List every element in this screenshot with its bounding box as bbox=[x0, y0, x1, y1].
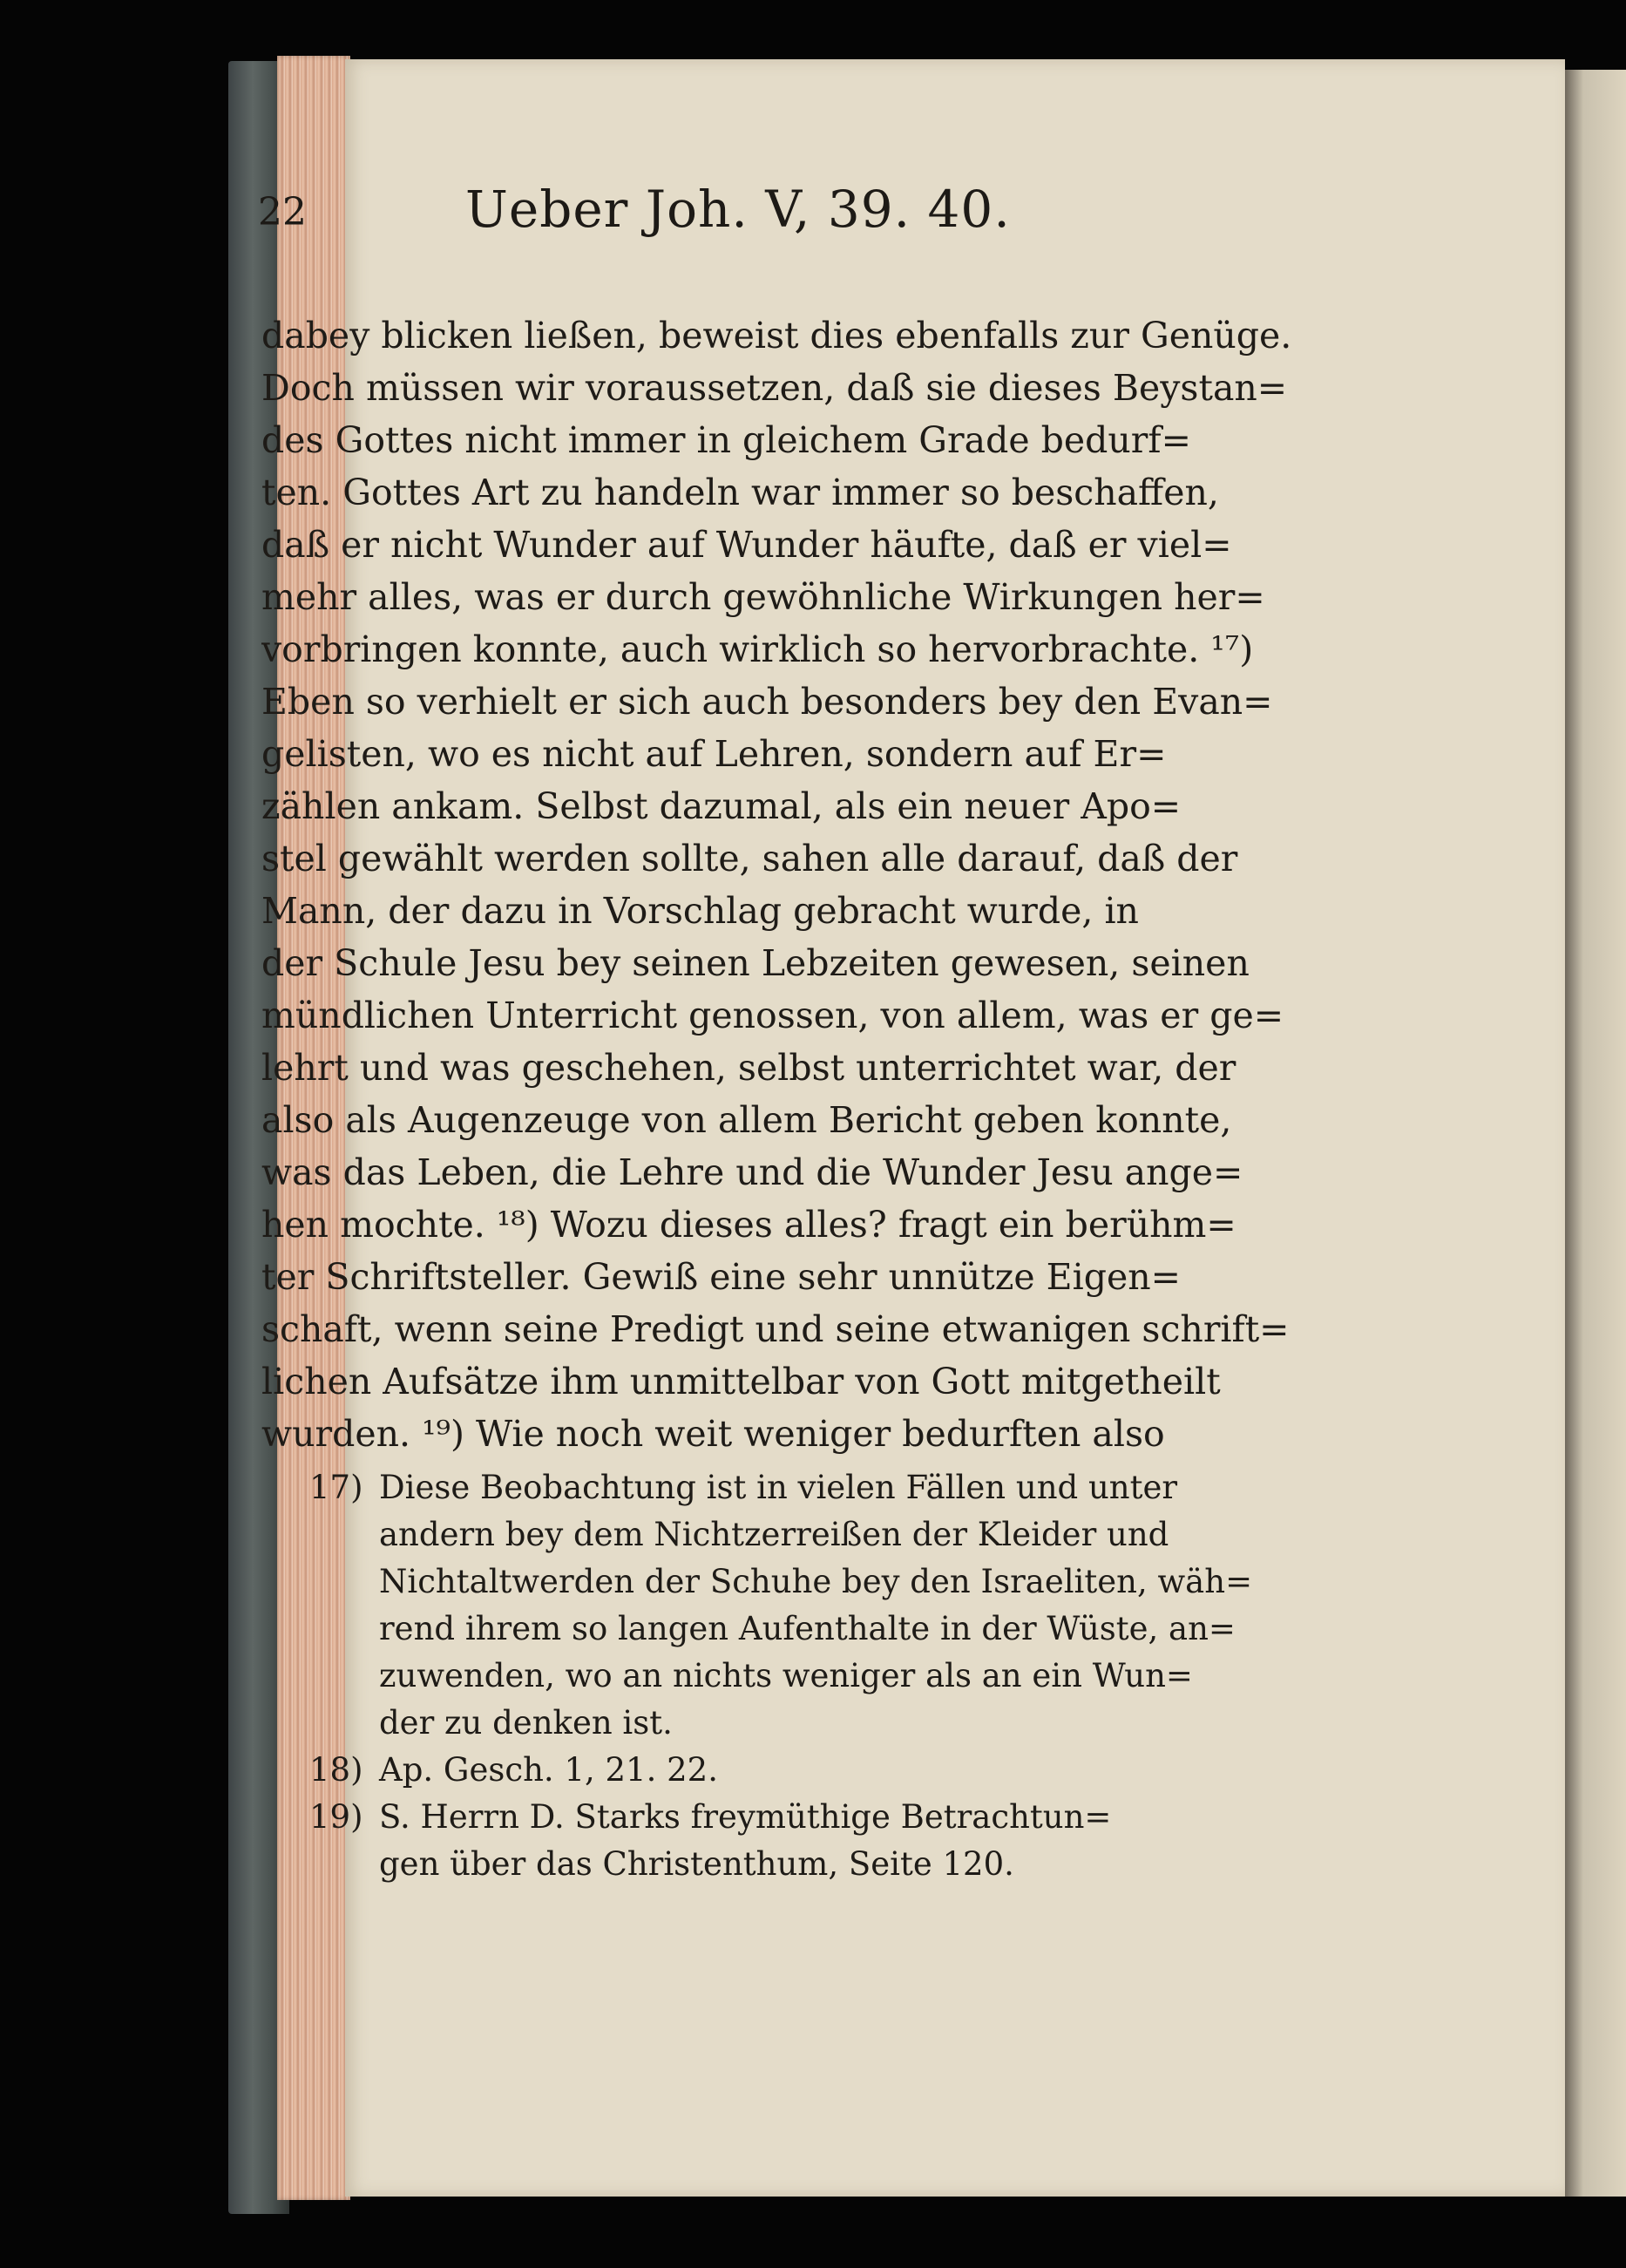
text-line: was das Leben, die Lehre und die Wunder Jesu ange= bbox=[261, 1151, 1243, 1193]
text-line: hen mochte. ¹⁸) Wozu dieses alles? fragt ein berühm= bbox=[261, 1204, 1236, 1246]
text-line: Doch müssen wir voraussetzen, daß sie dieses Beystan= bbox=[261, 367, 1288, 409]
text-line: Mann, der dazu in Vorschlag gebracht wurde, in bbox=[261, 890, 1139, 932]
text-line: der Schule Jesu bey seinen Lebzeiten gewesen, seinen bbox=[261, 942, 1250, 984]
text-line: wurden. ¹⁹) Wie noch weit weniger bedurften also bbox=[261, 1413, 1165, 1455]
text-line: dabey blicken ließen, beweist dies ebenfalls zur Genüge. bbox=[261, 315, 1292, 356]
running-title: Ueber Joh. V, 39. 40. bbox=[465, 180, 1011, 239]
page-number: 22 bbox=[258, 190, 307, 234]
footnote-17-line: andern bey dem Nichtzerreißen der Kleider und bbox=[379, 1516, 1169, 1553]
footnote-17-line: zuwenden, wo an nichts weniger als an ein Wun= bbox=[379, 1657, 1193, 1694]
footnote-number: 17) bbox=[309, 1469, 363, 1506]
main-text bbox=[261, 309, 1446, 1460]
text-line: Eben so verhielt er sich auch besonders bey den Evan= bbox=[261, 681, 1273, 723]
text-line: also als Augenzeuge von allem Bericht geben konnte, bbox=[261, 1099, 1232, 1141]
text-line: mündlichen Unterricht genossen, von allem, was er ge= bbox=[261, 995, 1284, 1036]
footnote-19-line: gen über das Christenthum, Seite 120. bbox=[379, 1845, 1014, 1883]
footnote-17-line: rend ihrem so langen Aufenthalte in der Wüste, an= bbox=[379, 1610, 1236, 1647]
footnote-17-line bbox=[309, 1464, 1460, 1511]
text-line: des Gottes nicht immer in gleichem Grade bedurf= bbox=[261, 419, 1191, 461]
footnote-18 bbox=[309, 1747, 1460, 1794]
footnotes bbox=[309, 1464, 1460, 1888]
text-line: mehr alles, was er durch gewöhnliche Wirkungen her= bbox=[261, 576, 1265, 618]
text-line: schaft, wenn seine Predigt und seine etwanigen schrift= bbox=[261, 1308, 1290, 1350]
text-line: stel gewählt werden sollte, sahen alle darauf, daß der bbox=[261, 838, 1238, 879]
facing-page-edge bbox=[1565, 70, 1626, 2197]
text-line: ter Schriftsteller. Gewiß eine sehr unnütze Eigen= bbox=[261, 1256, 1181, 1298]
footnote-number: 18) bbox=[309, 1751, 363, 1789]
text-line: ten. Gottes Art zu handeln war immer so beschaffen, bbox=[261, 472, 1219, 513]
text-line: gelisten, wo es nicht auf Lehren, sondern auf Er= bbox=[261, 733, 1167, 775]
text-line: lehrt und was geschehen, selbst unterrichtet war, der bbox=[261, 1047, 1236, 1089]
text-line: lichen Aufsätze ihm unmittelbar von Gott mitgetheilt bbox=[261, 1361, 1221, 1402]
footnote-text: Diese Beobachtung ist in vielen Fällen und unter bbox=[379, 1469, 1178, 1506]
footnote-text: Ap. Gesch. 1, 21. 22. bbox=[379, 1751, 718, 1789]
footnote-number: 19) bbox=[309, 1798, 363, 1836]
text-line: daß er nicht Wunder auf Wunder häufte, daß er viel= bbox=[261, 524, 1232, 566]
text-line: zählen ankam. Selbst dazumal, als ein neuer Apo= bbox=[261, 785, 1182, 827]
footnote-17-line: Nichtaltwerden der Schuhe bey den Israeliten, wäh= bbox=[379, 1563, 1253, 1600]
footnote-19-line bbox=[309, 1794, 1460, 1841]
footnote-17-line: der zu denken ist. bbox=[379, 1704, 673, 1742]
text-line: vorbringen konnte, auch wirklich so hervorbrachte. ¹⁷) bbox=[261, 628, 1254, 670]
footnote-text: S. Herrn D. Starks freymüthige Betrachtun= bbox=[379, 1798, 1112, 1836]
page-header bbox=[258, 174, 1251, 270]
